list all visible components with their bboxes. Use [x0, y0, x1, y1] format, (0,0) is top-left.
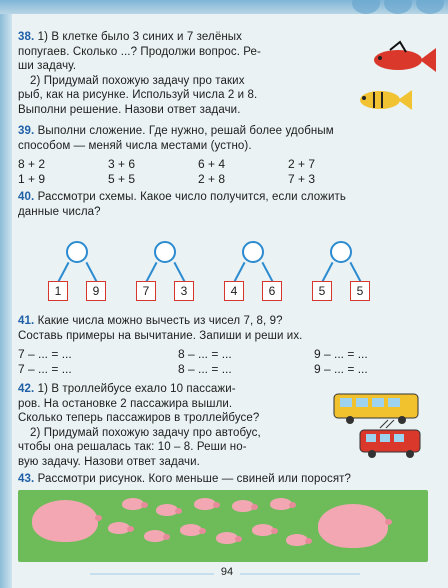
task-number: 41.	[18, 315, 35, 327]
left-decorative-bar	[0, 14, 12, 588]
subtraction-expr: 8 – ... = ...	[178, 362, 232, 376]
red-fish	[374, 42, 436, 72]
addition-expr: 6 + 4	[198, 157, 226, 171]
subtraction-expr: 9 – ... = ...	[314, 362, 368, 376]
addition-expr: 7 + 3	[288, 172, 316, 186]
sum-circle	[330, 241, 352, 263]
task-text: 2) Придумай похожую задачу про таких	[30, 74, 245, 87]
decorative-circle	[352, 0, 380, 14]
piglet-icon	[232, 500, 254, 512]
task-number: 39.	[18, 125, 35, 137]
piglet-icon	[216, 532, 238, 544]
sum-circle	[154, 241, 176, 263]
sum-circle	[66, 241, 88, 263]
task-text: Выполни решение. Назови ответ задачи.	[18, 103, 241, 116]
addition-expr: 8 + 2	[18, 157, 46, 171]
task-text: Рассмотри рисунок. Кого меньше — свиней или поросят?	[37, 473, 352, 485]
task-text: Сколько теперь пассажиров в троллейбусе?	[18, 412, 260, 424]
task-41	[18, 314, 302, 343]
task-text: попугаев. Сколько ...? Продолжи вопрос. Ре-	[18, 45, 261, 58]
subtraction-grid	[18, 347, 434, 377]
yellow-fish	[360, 90, 412, 110]
piglet-icon	[122, 498, 144, 510]
addend-box: 3	[174, 281, 194, 301]
task-39	[18, 124, 334, 153]
piglet-icon	[252, 524, 274, 536]
task-40	[18, 190, 346, 219]
task-text: 2) Придумай похожую задачу про автобус,	[30, 426, 261, 439]
number-scheme	[224, 241, 284, 301]
bus-icon	[334, 394, 418, 424]
piglet-icon	[194, 498, 216, 510]
addition-grid	[18, 157, 378, 187]
addition-expr: 3 + 6	[108, 157, 136, 171]
addition-expr: 1 + 9	[18, 172, 46, 186]
task-42	[18, 382, 318, 469]
piglet-icon	[286, 534, 308, 546]
task-number: 42.	[18, 383, 35, 395]
task-38	[18, 30, 261, 117]
fish-illustration	[340, 38, 440, 128]
addend-box: 9	[86, 281, 106, 301]
page-number: 94	[214, 566, 240, 582]
pig-icon	[32, 500, 98, 542]
decorative-circle	[416, 0, 444, 14]
task-text: вую задачу. Назови ответ задачи.	[18, 455, 200, 468]
pig-icon	[318, 504, 388, 548]
subtraction-expr: 8 – ... = ...	[178, 347, 232, 361]
subtraction-expr: 9 – ... = ...	[314, 347, 368, 361]
pigs-picture	[18, 490, 428, 562]
top-decorative-stripe	[0, 0, 448, 14]
piglet-icon	[180, 524, 202, 536]
addend-box: 6	[262, 281, 282, 301]
addend-box: 7	[136, 281, 156, 301]
addend-box: 5	[312, 281, 332, 301]
task-number: 43.	[18, 473, 35, 485]
task-text: ров. На остановке 2 пассажира вышли.	[18, 397, 233, 410]
number-scheme	[136, 241, 196, 301]
top-decorative-circles	[352, 0, 444, 14]
subtraction-expr: 7 – ... = ...	[18, 362, 72, 376]
task-text: Рассмотри схемы. Какое число получится, если сложить	[37, 191, 346, 203]
task-43	[18, 472, 351, 487]
addend-box: 1	[48, 281, 68, 301]
task-text: ши задачу.	[18, 60, 77, 72]
number-scheme	[312, 241, 372, 301]
piglet-icon	[108, 522, 130, 534]
addition-expr: 2 + 7	[288, 157, 316, 171]
task-text: Какие числа можно вычесть из чисел 7, 8, 9?	[37, 315, 283, 327]
task-text: 1) В клетке было 3 синих и 7 зелёных	[37, 31, 242, 43]
vehicle-illustration	[330, 390, 426, 462]
addend-box: 5	[350, 281, 370, 301]
task-text: способом — меняй числа местами (устно).	[18, 139, 252, 152]
task-text: рыб, как на рисунке. Используй числа 2 и 8.	[18, 89, 258, 101]
task-text: Выполни сложение. Где нужно, решай более удобным	[37, 125, 334, 137]
task-text: Составь примеры на вычитание. Запиши и реши их.	[18, 329, 303, 342]
task-text: 1) В троллейбусе ехало 10 пассажи-	[37, 383, 236, 395]
task-number: 38.	[18, 31, 35, 43]
piglet-icon	[156, 504, 178, 516]
subtraction-expr: 7 – ... = ...	[18, 347, 72, 361]
sum-circle	[242, 241, 264, 263]
addend-box: 4	[224, 281, 244, 301]
trolleybus-icon	[360, 420, 420, 458]
addition-expr: 5 + 5	[108, 172, 136, 186]
piglet-icon	[270, 498, 292, 510]
addition-expr: 2 + 8	[198, 172, 226, 186]
task-text: данные числа?	[18, 205, 101, 218]
task-number: 40.	[18, 191, 35, 203]
piglet-icon	[144, 530, 166, 542]
decorative-circle	[384, 0, 412, 14]
number-scheme	[48, 241, 108, 301]
task-text: чтобы она решалась так: 10 – 8. Реши но-	[18, 441, 247, 453]
